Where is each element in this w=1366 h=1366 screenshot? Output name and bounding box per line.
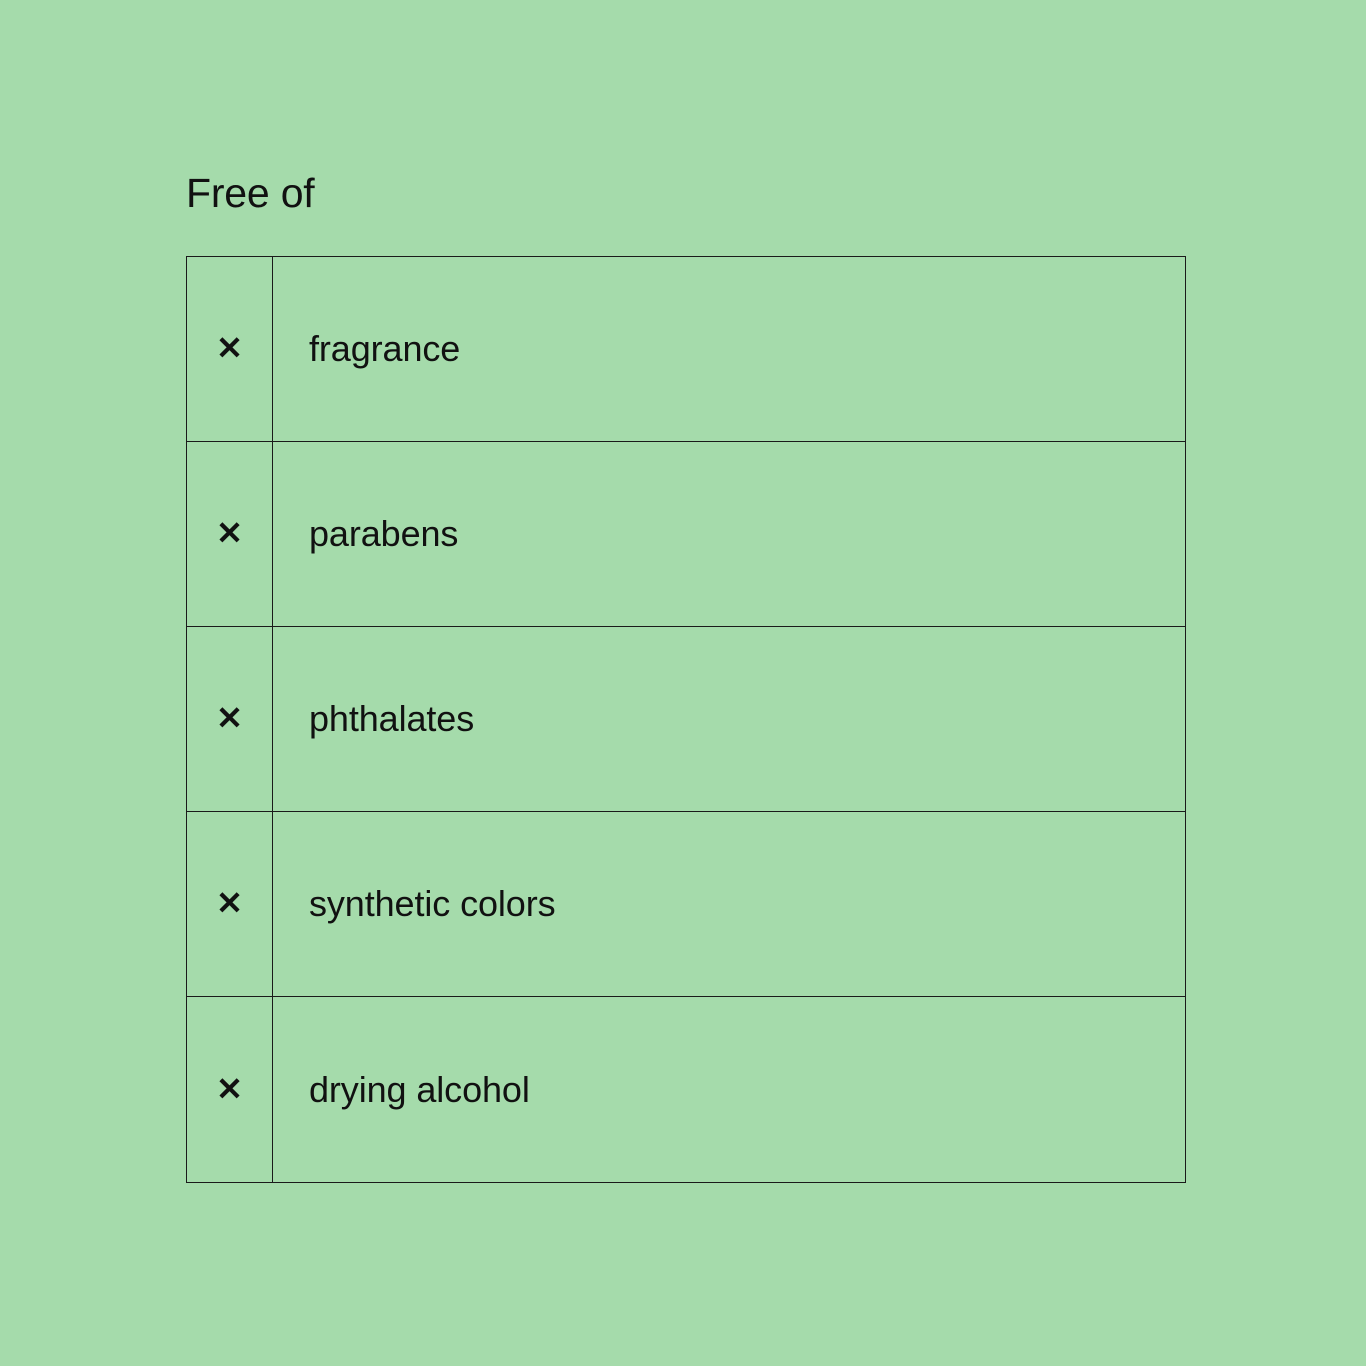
- row-label-cell: [273, 812, 1185, 996]
- row-label: synthetic colors: [309, 883, 556, 925]
- row-icon-cell: [187, 442, 273, 626]
- row-label-cell: [273, 442, 1185, 626]
- row-label-cell: [273, 997, 1185, 1182]
- table-row: [187, 812, 1185, 997]
- row-label: fragrance: [309, 328, 461, 370]
- row-icon-cell: [187, 627, 273, 811]
- table-row: [187, 442, 1185, 627]
- row-icon-cell: [187, 812, 273, 996]
- x-mark-icon: ✕: [216, 515, 243, 551]
- page-title: Free of: [186, 170, 315, 216]
- row-label-cell: [273, 257, 1185, 441]
- table-row: [187, 257, 1185, 442]
- free-of-table: [186, 256, 1186, 1183]
- x-mark-icon: ✕: [216, 700, 243, 736]
- row-label-cell: [273, 627, 1185, 811]
- x-mark-icon: ✕: [216, 885, 243, 921]
- row-icon-cell: [187, 997, 273, 1182]
- table-row: [187, 997, 1185, 1182]
- row-label: phthalates: [309, 698, 475, 740]
- x-mark-icon: ✕: [216, 1070, 243, 1107]
- row-icon-cell: [187, 257, 273, 441]
- x-mark-icon: ✕: [216, 330, 243, 366]
- row-label: parabens: [309, 513, 459, 555]
- row-label: drying alcohol: [309, 1068, 530, 1110]
- table-row: [187, 627, 1185, 812]
